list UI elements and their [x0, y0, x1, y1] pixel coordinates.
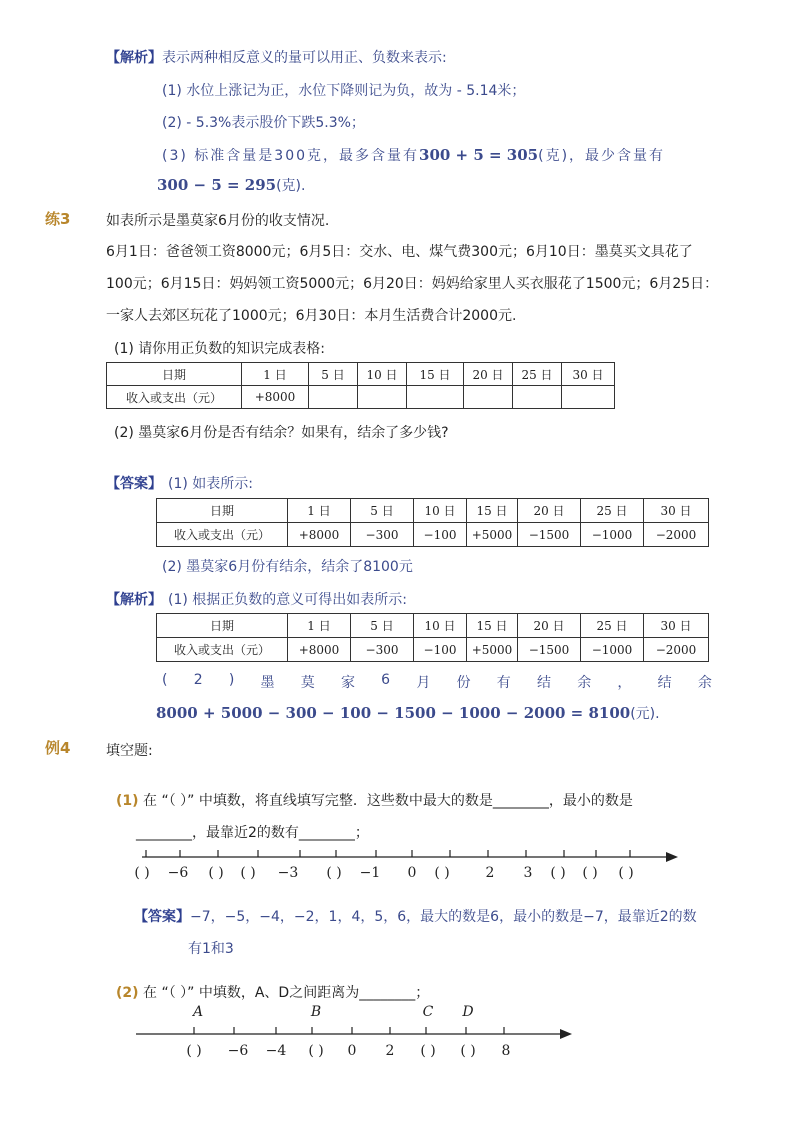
analysis-line-3	[162, 145, 712, 165]
number-line-label: ( )	[240, 865, 256, 881]
spaced-char: 6	[381, 672, 391, 688]
number-line-label: 3	[523, 865, 533, 881]
table-cell: −1000	[581, 523, 644, 547]
table-cell: 日期	[157, 499, 288, 523]
table-cell	[513, 386, 562, 409]
example-4-intro: 填空题:	[106, 743, 153, 759]
number-line-label: 0	[347, 1043, 357, 1059]
point-letter: A	[192, 1004, 204, 1020]
table-row	[107, 386, 615, 409]
table-cell: 5 日	[309, 363, 358, 386]
exercise-3-table	[106, 362, 615, 409]
table-cell	[562, 386, 615, 409]
number-line-label: 0	[407, 865, 417, 881]
spaced-char: 结	[657, 675, 672, 691]
arrow-right-icon	[666, 852, 678, 862]
table-row	[157, 638, 709, 662]
table-row	[107, 363, 615, 386]
spaced-char: 余	[697, 675, 712, 691]
spaced-char: (	[162, 672, 168, 688]
table-cell: 25 日	[581, 614, 644, 638]
spaced-char: 有	[496, 675, 511, 691]
table-cell: 20 日	[518, 499, 581, 523]
table-row	[157, 499, 709, 523]
table-cell: −100	[414, 638, 467, 662]
table-cell: +5000	[467, 638, 518, 662]
table-row	[157, 523, 709, 547]
analysis-3-unit: (元).	[630, 706, 660, 722]
number-line-label: ( )	[420, 1043, 436, 1059]
analysis-3-text-1: (1) 根据正负数的意义可得出如表所示:	[168, 592, 407, 608]
spaced-char: 莫	[300, 675, 315, 691]
analysis-tag: 【解析】	[106, 592, 162, 608]
analysis-line-3a: (3) 标准含量是300克，最多含量有	[162, 148, 420, 164]
spaced-char: 墨	[260, 675, 275, 691]
table-cell: 15 日	[467, 614, 518, 638]
table-cell: 日期	[157, 614, 288, 638]
exercise-3-tag: 练3	[45, 210, 71, 228]
answer-3-table	[156, 498, 709, 547]
exercise-3-intro: 如表所示是墨莫家6月份的收支情况.	[106, 213, 330, 229]
question-1-text-b: ________，最靠近2的数有________；	[136, 825, 369, 841]
table-cell: −2000	[644, 638, 709, 662]
analysis-line-4	[157, 175, 305, 195]
question-2-text: 在 “（ ）” 中填数，A、D之间距离为________；	[143, 985, 430, 1001]
answer-3-line-1	[106, 473, 253, 493]
math-expr-295: 300 − 5 = 295	[157, 176, 277, 194]
table-cell: 30 日	[562, 363, 615, 386]
table-cell: 20 日	[464, 363, 513, 386]
number-line-label: ( )	[550, 865, 566, 881]
table-cell: +5000	[467, 523, 518, 547]
table-cell: 收入或支出（元）	[107, 386, 242, 409]
table-cell: 1 日	[242, 363, 309, 386]
spaced-char: 份	[456, 675, 471, 691]
spaced-char: 余	[577, 675, 592, 691]
analysis-line-1: (1) 水位上涨记为正，水位下降则记为负，故为 - 5.14米；	[162, 83, 526, 99]
number-line-label: 2	[385, 1043, 395, 1059]
answer-3-text-1: (1) 如表所示:	[168, 476, 253, 492]
analysis-intro: 表示两种相反意义的量可以用正、负数来表示:	[162, 50, 447, 66]
spaced-char: 2	[193, 672, 203, 688]
question-1-text-a: 在 “（ ）” 中填数，将直线填写完整．这些数中最大的数是________，最小的数是	[143, 793, 633, 809]
table-cell: 10 日	[414, 499, 467, 523]
number-line-label: −6	[167, 865, 189, 881]
number-line-label: ( )	[582, 865, 598, 881]
number-line-label: −3	[277, 865, 299, 881]
table-cell: −1500	[518, 638, 581, 662]
number-line-label: ( )	[326, 865, 342, 881]
table-cell: 15 日	[407, 363, 464, 386]
table-cell: 1 日	[288, 614, 351, 638]
point-letter: B	[310, 1004, 322, 1020]
analysis-tag: 【解析】	[106, 50, 162, 66]
exercise-3-para-2: 100元；6月15日：妈妈领工资5000元；6月20日：妈妈给家里人买衣服花了1500元；6月25日：	[106, 276, 719, 292]
question-2-line	[116, 982, 429, 1002]
analysis-3-table	[156, 613, 709, 662]
table-cell: 30 日	[644, 614, 709, 638]
table-cell: 1 日	[288, 499, 351, 523]
arrow-right-icon	[560, 1029, 572, 1039]
exercise-3-para-1: 6月1日：爸爸领工资8000元；6月5日：交水、电、煤气费300元；6月10日：墨莫买文具花了	[106, 244, 693, 260]
answer-3-text-2: (2) 墨莫家6月份有结余，结余了8100元	[162, 559, 413, 575]
answer-4-text-2: 有1和3	[188, 941, 234, 957]
number-line-label: ( )	[460, 1043, 476, 1059]
analysis-1-line	[106, 47, 447, 67]
table-cell: +8000	[288, 638, 351, 662]
question-2-number: (2)	[116, 985, 139, 1001]
analysis-3-text-3	[156, 703, 660, 723]
table-cell: 25 日	[513, 363, 562, 386]
number-line-label: −1	[359, 865, 381, 881]
table-cell: 10 日	[358, 363, 407, 386]
table-cell: −2000	[644, 523, 709, 547]
table-cell: 收入或支出（元）	[157, 523, 288, 547]
spaced-char: 结	[536, 675, 551, 691]
math-expr-8100: 8000 + 5000 − 300 − 100 − 1500 − 1000 − 2000 = 8100	[156, 704, 631, 722]
number-line-1	[130, 840, 690, 882]
exercise-3-question-2: (2) 墨莫家6月份是否有结余？如果有，结余了多少钱?	[114, 425, 449, 441]
table-cell: −1000	[581, 638, 644, 662]
spaced-char: )	[228, 672, 235, 688]
answer-4-line-1	[134, 906, 697, 926]
table-cell: −300	[351, 523, 414, 547]
math-expr-305: 300 + 5 = 305	[419, 146, 539, 164]
spaced-char: 月	[416, 675, 431, 691]
spaced-char: ，	[617, 675, 632, 691]
number-line-label: ( )	[208, 865, 224, 881]
number-line-label: 2	[485, 865, 495, 881]
example-4-tag: 例4	[45, 739, 71, 757]
analysis-line-2: (2) - 5.3%表示股价下跌5.3%；	[162, 115, 365, 131]
table-cell: 15 日	[467, 499, 518, 523]
table-cell: −100	[414, 523, 467, 547]
table-cell	[358, 386, 407, 409]
table-cell: −300	[351, 638, 414, 662]
table-cell: 20 日	[518, 614, 581, 638]
table-cell: 日期	[107, 363, 242, 386]
table-cell: 5 日	[351, 499, 414, 523]
number-line-label: ( )	[186, 1043, 202, 1059]
question-1-number: (1)	[116, 793, 139, 809]
number-line-label: ( )	[434, 865, 450, 881]
number-line-label: ( )	[134, 865, 150, 881]
number-line-2	[130, 1000, 580, 1062]
spaced-char: 家	[340, 675, 355, 691]
table-cell: −1500	[518, 523, 581, 547]
analysis-line-3b: (克)，最少含量有	[538, 148, 666, 164]
analysis-line-4b: (克).	[276, 178, 306, 194]
answer-tag: 【答案】	[106, 476, 162, 492]
number-line-label: 8	[501, 1043, 511, 1059]
table-cell	[309, 386, 358, 409]
table-cell: +8000	[288, 523, 351, 547]
table-cell: 10 日	[414, 614, 467, 638]
number-line-label: −6	[227, 1043, 249, 1059]
analysis-3-line-1	[106, 589, 407, 609]
exercise-3-question-1: (1) 请你用正负数的知识完成表格:	[114, 341, 325, 357]
answer-4-text-1: −7，−5，−4，−2，1，4，5，6，最大的数是6，最小的数是−7，最靠近2的数	[190, 909, 697, 925]
table-cell: 25 日	[581, 499, 644, 523]
answer-tag: 【答案】	[134, 909, 190, 925]
table-cell: +8000	[242, 386, 309, 409]
table-cell: 30 日	[644, 499, 709, 523]
number-line-label: ( )	[618, 865, 634, 881]
table-cell	[464, 386, 513, 409]
table-row	[157, 614, 709, 638]
exercise-3-para-3: 一家人去郊区玩花了1000元；6月30日：本月生活费合计2000元.	[106, 308, 517, 324]
point-letter: D	[462, 1004, 474, 1020]
table-cell: 5 日	[351, 614, 414, 638]
question-1-line-1	[116, 790, 633, 810]
table-cell	[407, 386, 464, 409]
analysis-3-text-2	[162, 672, 712, 692]
number-line-label: −4	[265, 1043, 287, 1059]
number-line-label: ( )	[308, 1043, 324, 1059]
point-letter: C	[422, 1004, 434, 1020]
table-cell: 收入或支出（元）	[157, 638, 288, 662]
